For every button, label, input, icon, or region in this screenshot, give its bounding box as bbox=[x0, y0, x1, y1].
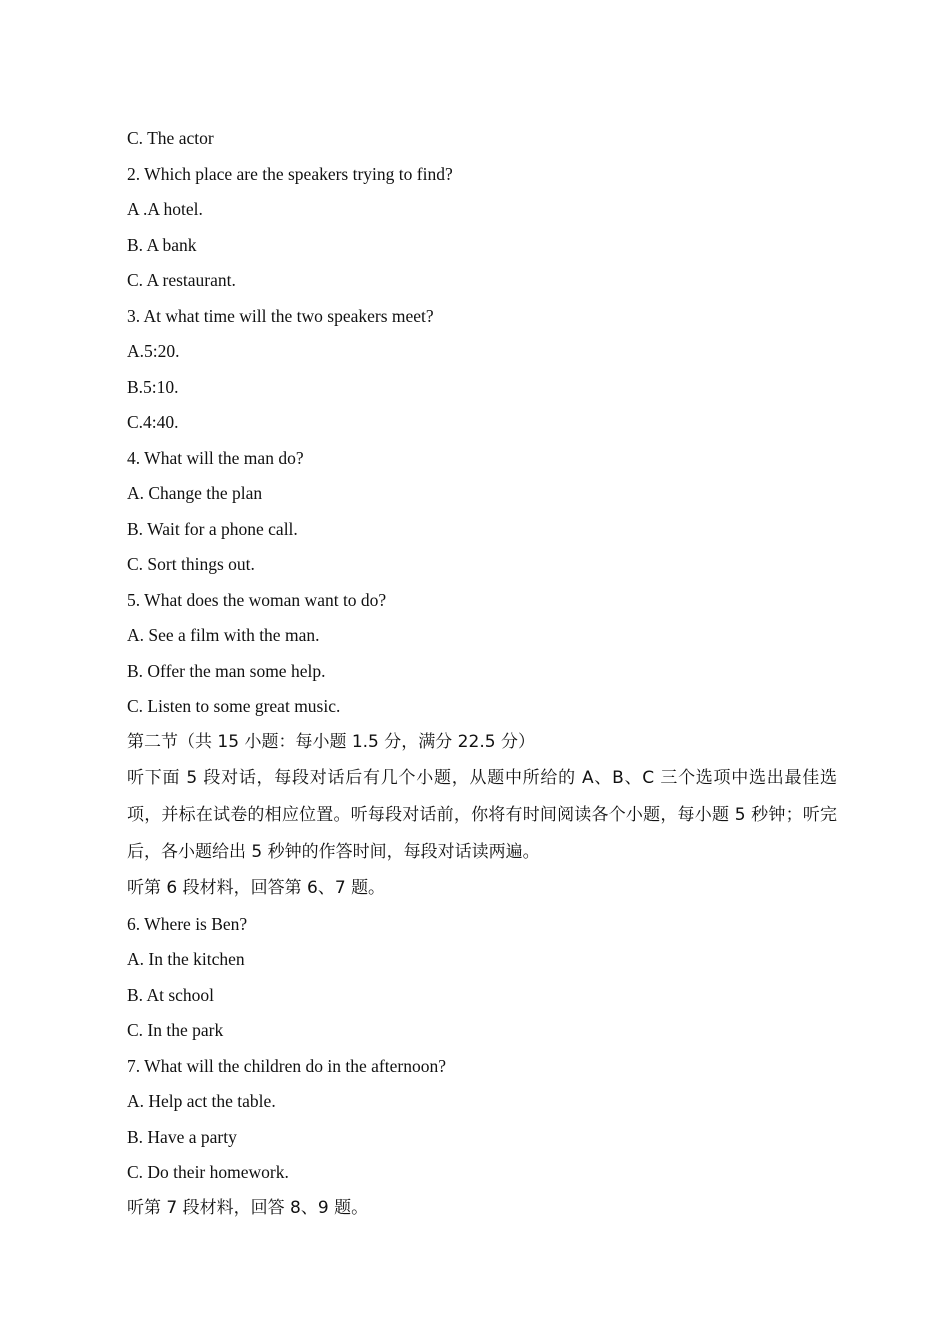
q4-option-a: A. Change the plan bbox=[127, 483, 263, 503]
q7-question: 7. What will the children do in the afternoon? bbox=[127, 1055, 446, 1076]
q7-option-a: A. Help act the table. bbox=[127, 1091, 276, 1111]
q2-option-a: A .A hotel. bbox=[127, 199, 203, 219]
q2-option-c: C. A restaurant. bbox=[127, 270, 236, 290]
q6-option-c: C. In the park bbox=[127, 1020, 224, 1040]
q5-option-a: A. See a film with the man. bbox=[127, 625, 320, 645]
q6-option-b: B. At school bbox=[127, 984, 215, 1005]
q1-option-c: C. The actor bbox=[127, 128, 214, 148]
material-6-heading: 听第 6 段材料，回答第 6、7 题。 bbox=[127, 878, 386, 898]
q7-option-b: B. Have a party bbox=[127, 1126, 237, 1147]
q6-option-a: A. In the kitchen bbox=[127, 949, 245, 969]
q5-option-b: B. Offer the man some help. bbox=[127, 660, 326, 681]
q5-option-c: C. Listen to some great music. bbox=[127, 696, 341, 716]
section-heading: 第二节（共 15 小题：每小题 1.5 分，满分 22.5 分） bbox=[127, 731, 535, 752]
q3-option-a: A.5:20. bbox=[127, 341, 180, 361]
q3-option-b: B.5:10. bbox=[127, 376, 179, 397]
q2-option-b: B. A bank bbox=[127, 234, 197, 255]
q5-question: 5. What does the woman want to do? bbox=[127, 589, 387, 610]
q3-option-c: C.4:40. bbox=[127, 412, 179, 432]
q3-question: 3. At what time will the two speakers meet? bbox=[127, 305, 434, 326]
document-page bbox=[127, 121, 837, 1226]
q7-option-c: C. Do their homework. bbox=[127, 1162, 289, 1182]
q4-option-b: B. Wait for a phone call. bbox=[127, 518, 298, 539]
q2-question: 2. Which place are the speakers trying to find? bbox=[127, 163, 453, 184]
material-7-heading: 听第 7 段材料，回答 8、9 题。 bbox=[127, 1197, 369, 1218]
q6-question: 6. Where is Ben? bbox=[127, 913, 248, 934]
section-instructions: 听下面 5 段对话，每段对话后有几个小题，从题中所给的 A、B、C 三个选项中选出最佳选项，并标在试卷的相应位置。听每段对话前，你将有时间阅读各个小题，每小题 5 秒钟；听完后，各小题给出 5 秒钟的作答时间，每段对话读两遍。 bbox=[127, 768, 837, 862]
q4-question: 4. What will the man do? bbox=[127, 447, 304, 468]
q4-option-c: C. Sort things out. bbox=[127, 554, 255, 574]
